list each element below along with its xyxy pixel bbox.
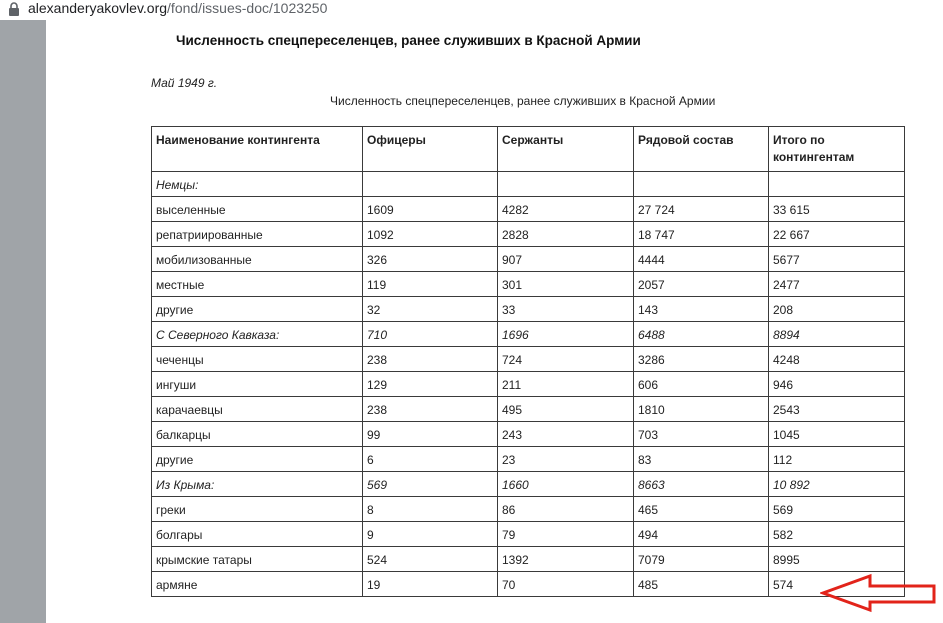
table-cell: 710 — [363, 322, 498, 347]
table-row — [152, 197, 905, 222]
table-cell: 238 — [363, 397, 498, 422]
table-cell: 2543 — [769, 397, 905, 422]
table-row — [152, 422, 905, 447]
table-cell — [498, 172, 634, 197]
address-bar[interactable] — [0, 0, 943, 20]
table-cell — [363, 172, 498, 197]
table-row — [152, 497, 905, 522]
table-cell: 23 — [498, 447, 634, 472]
table-cell: 301 — [498, 272, 634, 297]
table-cell: 703 — [634, 422, 769, 447]
table-cell: 5677 — [769, 247, 905, 272]
column-header: Наименование контингента — [152, 127, 363, 172]
column-header: Сержанты — [498, 127, 634, 172]
row-label: карачаевцы — [152, 397, 363, 422]
row-label: другие — [152, 297, 363, 322]
table-cell: 32 — [363, 297, 498, 322]
table-cell: 143 — [634, 297, 769, 322]
table-cell: 569 — [363, 472, 498, 497]
row-label: армяне — [152, 572, 363, 597]
table-cell: 1092 — [363, 222, 498, 247]
table-header-row — [152, 127, 905, 172]
table-cell: 19 — [363, 572, 498, 597]
table-cell: 8 — [363, 497, 498, 522]
table-cell: 33 615 — [769, 197, 905, 222]
row-label: С Северного Кавказа: — [152, 322, 363, 347]
column-header: Рядовой состав — [634, 127, 769, 172]
table-cell: 494 — [634, 522, 769, 547]
table-row — [152, 297, 905, 322]
lock-icon[interactable] — [6, 1, 22, 17]
table-cell: 8995 — [769, 547, 905, 572]
table-cell: 86 — [498, 497, 634, 522]
table-cell: 2057 — [634, 272, 769, 297]
table-row — [152, 397, 905, 422]
row-label: болгары — [152, 522, 363, 547]
row-label: крымские татары — [152, 547, 363, 572]
table-row — [152, 522, 905, 547]
column-header: Офицеры — [363, 127, 498, 172]
table-cell: 4444 — [634, 247, 769, 272]
table-row — [152, 347, 905, 372]
table-cell: 22 667 — [769, 222, 905, 247]
table-cell: 238 — [363, 347, 498, 372]
table-cell: 574 — [769, 572, 905, 597]
table-cell — [634, 172, 769, 197]
row-label: местные — [152, 272, 363, 297]
table-cell: 1392 — [498, 547, 634, 572]
table-cell: 907 — [498, 247, 634, 272]
table-cell: 8894 — [769, 322, 905, 347]
row-label: ингуши — [152, 372, 363, 397]
url-host: alexanderyakovlev.org — [28, 0, 168, 16]
table-cell: 27 724 — [634, 197, 769, 222]
table-cell: 6488 — [634, 322, 769, 347]
column-header: Итого по контингентам — [769, 127, 905, 172]
table-cell: 1696 — [498, 322, 634, 347]
table-row — [152, 247, 905, 272]
table-caption: Численность спецпереселенцев, ранее служивших в Красной Армии — [330, 94, 716, 108]
table-row — [152, 372, 905, 397]
row-label: выселенные — [152, 197, 363, 222]
table-cell: 582 — [769, 522, 905, 547]
url-text[interactable] — [28, 0, 327, 18]
table-cell: 18 747 — [634, 222, 769, 247]
row-label: балкарцы — [152, 422, 363, 447]
table-group-row — [152, 172, 905, 197]
table-cell: 4282 — [498, 197, 634, 222]
url-path: /fond/issues-doc/1023250 — [167, 0, 328, 16]
table-cell: 485 — [634, 572, 769, 597]
table-cell: 946 — [769, 372, 905, 397]
table-cell: 79 — [498, 522, 634, 547]
table-cell: 495 — [498, 397, 634, 422]
table-row — [152, 572, 905, 597]
table-cell: 208 — [769, 297, 905, 322]
table-cell: 3286 — [634, 347, 769, 372]
table-cell: 211 — [498, 372, 634, 397]
page-title: Численность спецпереселенцев, ранее служивших в Красной Армии — [176, 33, 641, 48]
table-cell: 9 — [363, 522, 498, 547]
table-cell: 70 — [498, 572, 634, 597]
row-label: другие — [152, 447, 363, 472]
table-cell: 2477 — [769, 272, 905, 297]
table-row — [152, 447, 905, 472]
table-cell: 119 — [363, 272, 498, 297]
document-page — [46, 20, 943, 623]
table-cell: 606 — [634, 372, 769, 397]
table-group-row — [152, 472, 905, 497]
table-cell: 10 892 — [769, 472, 905, 497]
table-cell: 6 — [363, 447, 498, 472]
row-label: чеченцы — [152, 347, 363, 372]
table-cell: 99 — [363, 422, 498, 447]
row-label: Немцы: — [152, 172, 363, 197]
row-label: репатриированные — [152, 222, 363, 247]
document-date: Май 1949 г. — [151, 76, 218, 90]
table-cell: 569 — [769, 497, 905, 522]
table-cell — [769, 172, 905, 197]
table-row — [152, 547, 905, 572]
row-label: мобилизованные — [152, 247, 363, 272]
left-gutter — [0, 20, 46, 623]
row-label: греки — [152, 497, 363, 522]
table-cell: 524 — [363, 547, 498, 572]
table-cell: 1660 — [498, 472, 634, 497]
red-arrow-annotation — [820, 573, 938, 613]
table-row — [152, 222, 905, 247]
data-table — [151, 126, 905, 597]
table-cell: 8663 — [634, 472, 769, 497]
table-cell: 33 — [498, 297, 634, 322]
table-cell: 4248 — [769, 347, 905, 372]
table-cell: 243 — [498, 422, 634, 447]
table-group-row — [152, 322, 905, 347]
table-cell: 2828 — [498, 222, 634, 247]
table-cell: 7079 — [634, 547, 769, 572]
table-cell: 1810 — [634, 397, 769, 422]
table-cell: 465 — [634, 497, 769, 522]
table-cell: 1609 — [363, 197, 498, 222]
table-cell: 112 — [769, 447, 905, 472]
table-cell: 326 — [363, 247, 498, 272]
table-row — [152, 272, 905, 297]
table-cell: 1045 — [769, 422, 905, 447]
table-cell: 83 — [634, 447, 769, 472]
row-label: Из Крыма: — [152, 472, 363, 497]
table-cell: 129 — [363, 372, 498, 397]
table-cell: 724 — [498, 347, 634, 372]
